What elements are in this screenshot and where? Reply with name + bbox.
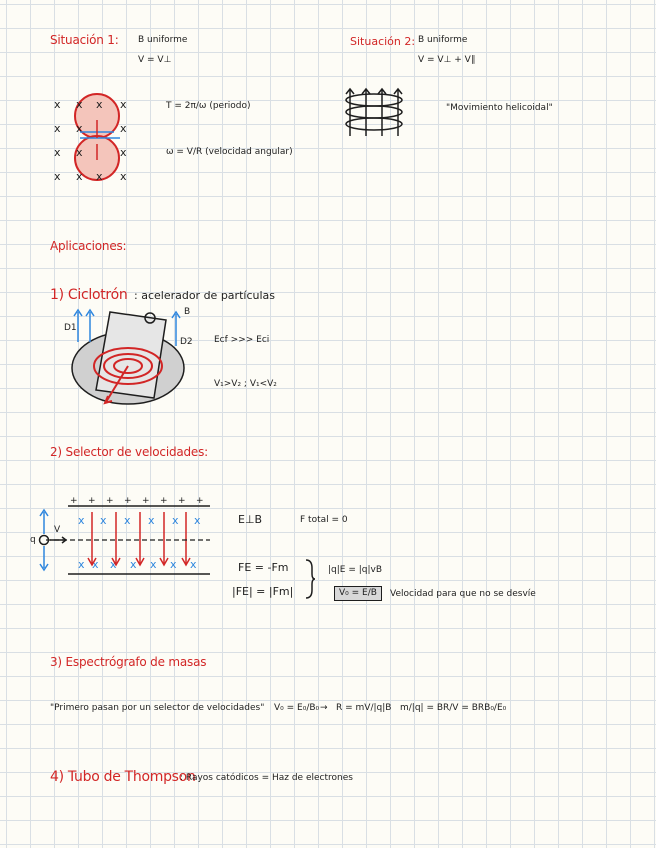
svg-text:x: x [96,170,103,183]
e-perp-b: E⊥B [238,513,263,526]
helical-motion-note: "Movimiento helicoidal" [446,103,553,113]
cyclotron-title: 1) Ciclotrón [50,287,128,303]
svg-text:x: x [54,146,61,159]
selected-velocity-note: Velocidad para que no se desvíe [390,589,536,599]
situation2-b-label: B uniforme [418,35,468,45]
svg-text:x: x [150,558,157,571]
charge-field-equation: |q|E = |q|vB [328,565,383,575]
svg-text:x: x [76,170,83,183]
svg-text:x: x [54,98,61,111]
svg-text:x: x [148,514,155,527]
svg-text:x: x [76,122,83,135]
svg-text:+: + [196,496,204,506]
svg-text:x: x [100,514,107,527]
helix-diagram [338,86,414,142]
velocity-label: V [54,525,61,535]
mass-spectrograph-description: "Primero pasan por un selector de velocidades" [50,703,265,713]
situation2-v-label: V = V⊥ + V∥ [418,55,476,65]
svg-text:x: x [54,122,61,135]
situation1-v-label: V = V⊥ [138,55,172,65]
svg-text:x: x [120,98,127,111]
svg-text:+: + [106,496,114,506]
thompson-tube-title: 4) Tubo de Thompson [50,769,196,785]
svg-text:x: x [120,170,127,183]
thompson-tube-description: : Rayos catódicos = Haz de electrones [180,773,353,783]
svg-text:x: x [78,558,85,571]
brace-symbol [304,558,316,600]
svg-text:x: x [76,146,83,159]
svg-text:+: + [124,496,132,506]
svg-text:+: + [88,496,96,506]
situation1-title: Situación 1: [50,33,119,47]
svg-text:+: + [142,496,150,506]
svg-text:x: x [110,558,117,571]
situation1-b-label: B uniforme [138,35,188,45]
svg-text:x: x [54,170,61,183]
radius-formula: R = mV/|q|B [336,703,392,713]
svg-text:x: x [96,98,103,111]
selector-velocity-formula: V₀ = E₀/B₀ [274,703,320,713]
implies-arrow: → [320,703,328,713]
charge-label: q [30,535,36,545]
fe-magnitude-equality: |FE| = |Fm| [232,585,294,598]
svg-text:x: x [172,514,179,527]
svg-text:x: x [190,558,197,571]
selected-velocity-formula: V₀ = E/B [334,586,382,601]
f-total-zero: F total = 0 [300,515,348,525]
circular-motion-diagram [50,88,160,188]
svg-text:+: + [160,496,168,506]
svg-text:+: + [70,496,78,506]
mass-charge-ratio-formula: m/|q| = BR/V = BRB₀/E₀ [400,703,507,713]
svg-text:x: x [120,146,127,159]
applications-title: Aplicaciones: [50,239,127,253]
period-formula: T = 2π/ω (periodo) [166,101,251,111]
svg-text:x: x [130,558,137,571]
angular-velocity-formula: ω = V/R (velocidad angular) [166,147,293,157]
cyclotron-d1-label: D1 [64,323,77,333]
fe-equals-minus-fm: FE = -Fm [238,561,289,574]
cyclotron-b-label: B [184,307,191,317]
situation2-title: Situación 2: [350,35,416,48]
cyclotron-velocity-relation: V₁>V₂ ; V₁<V₂ [214,379,277,389]
svg-text:x: x [76,98,83,111]
cyclotron-energy-relation: Ecf >>> Eci [214,335,270,345]
cyclotron-d2-label: D2 [180,337,193,347]
velocity-selector-title: 2) Selector de velocidades: [50,445,209,459]
svg-text:x: x [170,558,177,571]
svg-text:x: x [92,558,99,571]
svg-text:x: x [194,514,201,527]
svg-text:+: + [178,496,186,506]
svg-text:x: x [120,122,127,135]
cyclotron-subtitle: : acelerador de partículas [134,289,275,302]
velocity-selector-diagram [30,494,214,584]
mass-spectrograph-title: 3) Espectrógrafo de masas [50,655,207,669]
cyclotron-diagram [66,306,190,410]
svg-text:x: x [78,514,85,527]
svg-text:x: x [124,514,131,527]
